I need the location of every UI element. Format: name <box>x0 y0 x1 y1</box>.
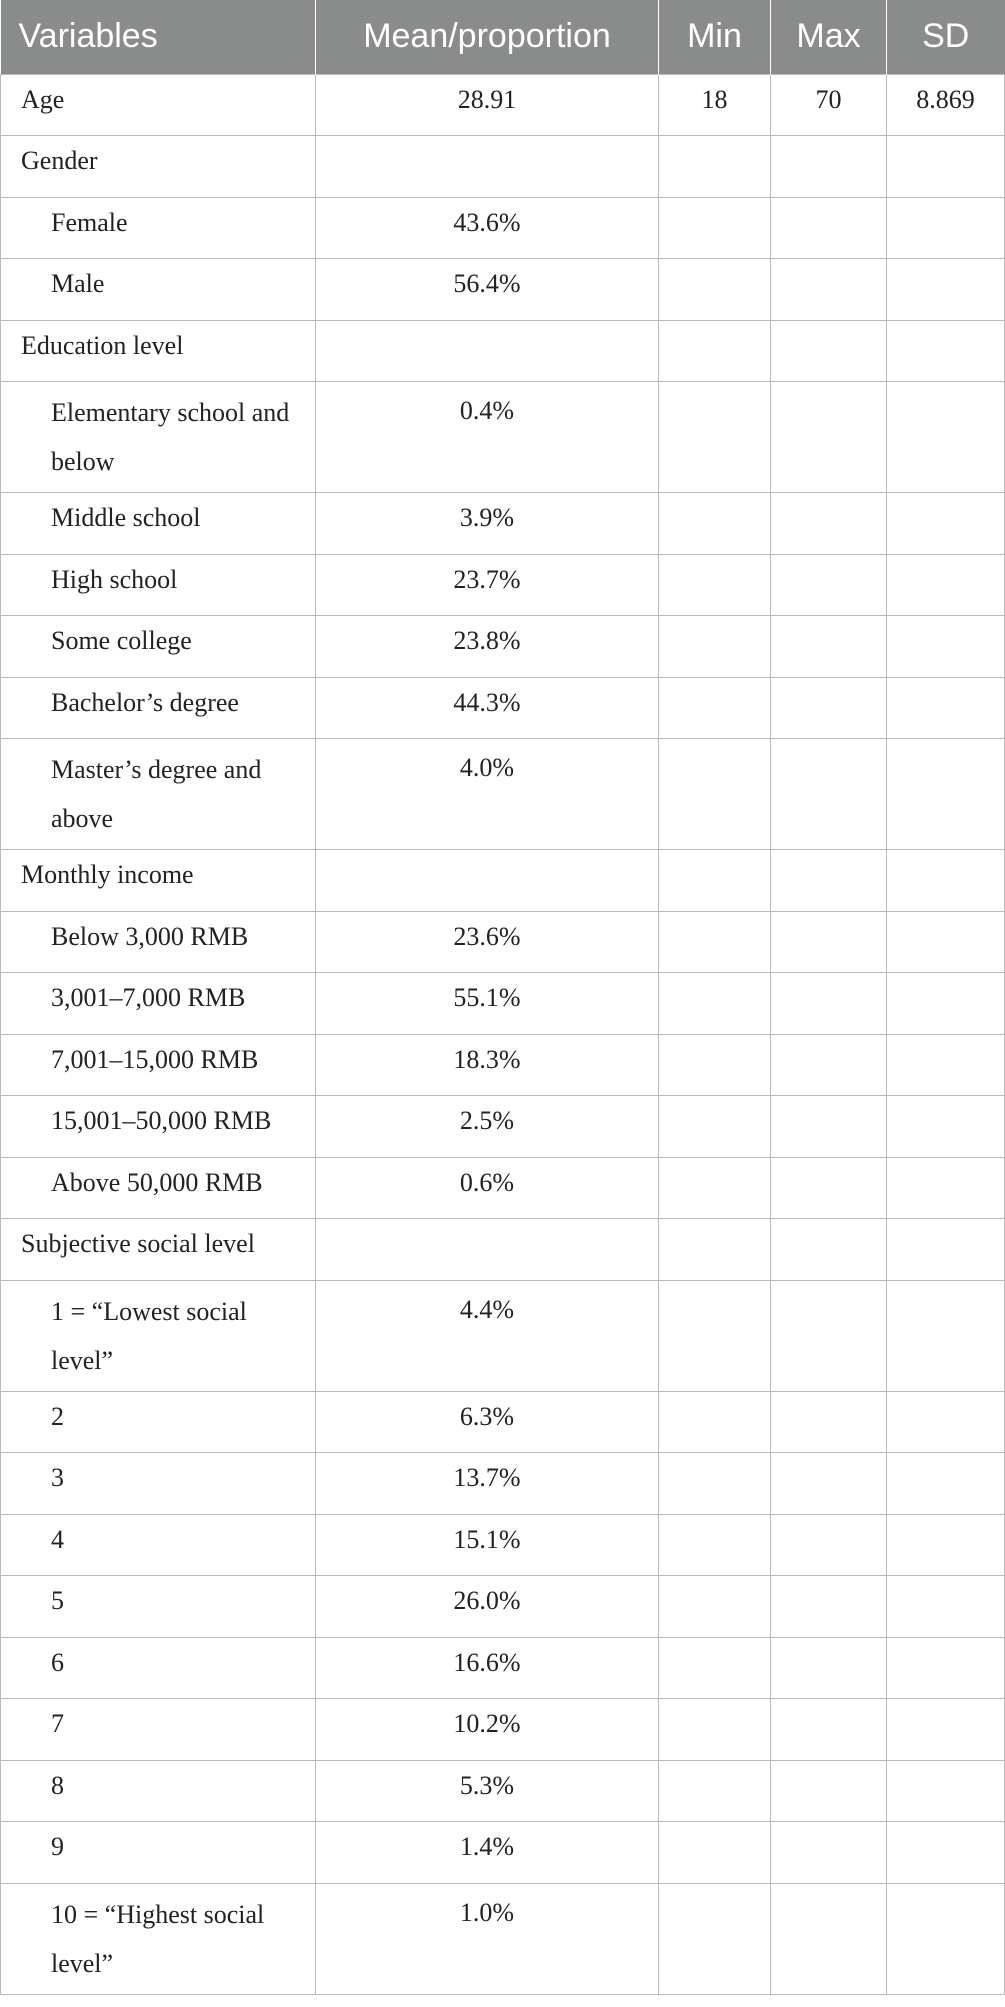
sd-cell <box>887 1219 1005 1281</box>
min-cell <box>659 1822 771 1884</box>
row-label-cell: Below 3,000 RMB <box>1 911 316 973</box>
max-cell <box>771 554 887 616</box>
mean-proportion-cell: 28.91 <box>316 74 659 136</box>
table-row <box>1 1699 1005 1761</box>
max-cell <box>771 1637 887 1699</box>
mean-proportion-cell: 1.0% <box>316 1883 659 1994</box>
header-mean-proportion: Mean/proportion <box>316 0 659 74</box>
row-label-cell: 8 <box>1 1760 316 1822</box>
mean-proportion-cell: 23.8% <box>316 616 659 678</box>
header-min: Min <box>659 0 771 74</box>
mean-proportion-cell: 43.6% <box>316 197 659 259</box>
sd-cell <box>887 382 1005 493</box>
min-cell <box>659 1699 771 1761</box>
row-label-cell: 2 <box>1 1391 316 1453</box>
min-cell <box>659 1576 771 1638</box>
mean-proportion-cell: 44.3% <box>316 677 659 739</box>
table-row <box>1 1453 1005 1515</box>
min-cell: 18 <box>659 74 771 136</box>
min-cell <box>659 1219 771 1281</box>
table-header <box>1 0 1005 74</box>
mean-proportion-cell <box>316 320 659 382</box>
min-cell <box>659 973 771 1035</box>
mean-proportion-cell: 4.4% <box>316 1280 659 1391</box>
mean-proportion-cell: 56.4% <box>316 259 659 321</box>
row-label-cell: Some college <box>1 616 316 678</box>
min-cell <box>659 850 771 912</box>
max-cell <box>771 1219 887 1281</box>
mean-proportion-cell: 18.3% <box>316 1034 659 1096</box>
max-cell <box>771 382 887 493</box>
table-row <box>1 850 1005 912</box>
sd-cell <box>887 850 1005 912</box>
row-label-cell: 4 <box>1 1514 316 1576</box>
table-row <box>1 1822 1005 1884</box>
row-label-cell: 3 <box>1 1453 316 1515</box>
table-row <box>1 973 1005 1035</box>
table-row <box>1 493 1005 555</box>
max-cell <box>771 1699 887 1761</box>
max-cell <box>771 1514 887 1576</box>
row-label-cell: 7 <box>1 1699 316 1761</box>
sd-cell <box>887 1453 1005 1515</box>
max-cell <box>771 1760 887 1822</box>
min-cell <box>659 382 771 493</box>
row-label-cell: 7,001–15,000 RMB <box>1 1034 316 1096</box>
min-cell <box>659 320 771 382</box>
sd-cell <box>887 1822 1005 1884</box>
max-cell <box>771 1280 887 1391</box>
max-cell <box>771 1034 887 1096</box>
min-cell <box>659 1453 771 1515</box>
min-cell <box>659 1157 771 1219</box>
min-cell <box>659 1034 771 1096</box>
table-body <box>1 74 1005 1994</box>
table-row <box>1 677 1005 739</box>
mean-proportion-cell <box>316 1219 659 1281</box>
table-row <box>1 197 1005 259</box>
min-cell <box>659 197 771 259</box>
sd-cell <box>887 320 1005 382</box>
row-label-cell: 6 <box>1 1637 316 1699</box>
table-row <box>1 739 1005 850</box>
max-cell <box>771 677 887 739</box>
mean-proportion-cell: 0.6% <box>316 1157 659 1219</box>
row-label-cell: Master’s degree and above <box>1 739 316 850</box>
mean-proportion-cell: 1.4% <box>316 1822 659 1884</box>
mean-proportion-cell: 23.7% <box>316 554 659 616</box>
sd-cell <box>887 1391 1005 1453</box>
mean-proportion-cell: 13.7% <box>316 1453 659 1515</box>
sd-cell <box>887 1883 1005 1994</box>
mean-proportion-cell: 55.1% <box>316 973 659 1035</box>
sd-cell <box>887 1760 1005 1822</box>
min-cell <box>659 493 771 555</box>
min-cell <box>659 259 771 321</box>
max-cell <box>771 739 887 850</box>
row-label-cell: 10 = “Highest social level” <box>1 1883 316 1994</box>
mean-proportion-cell: 10.2% <box>316 1699 659 1761</box>
sd-cell <box>887 1280 1005 1391</box>
mean-proportion-cell: 5.3% <box>316 1760 659 1822</box>
min-cell <box>659 1760 771 1822</box>
sd-cell <box>887 911 1005 973</box>
table-row <box>1 136 1005 198</box>
max-cell <box>771 259 887 321</box>
sd-cell <box>887 1576 1005 1638</box>
mean-proportion-cell: 15.1% <box>316 1514 659 1576</box>
sd-cell: 8.869 <box>887 74 1005 136</box>
row-label-cell: 15,001–50,000 RMB <box>1 1096 316 1158</box>
max-cell <box>771 911 887 973</box>
row-label-cell: Age <box>1 74 316 136</box>
table-row <box>1 74 1005 136</box>
sd-cell <box>887 616 1005 678</box>
mean-proportion-cell: 2.5% <box>316 1096 659 1158</box>
min-cell <box>659 1096 771 1158</box>
row-label-cell: Elementary school and below <box>1 382 316 493</box>
min-cell <box>659 616 771 678</box>
table-row <box>1 911 1005 973</box>
min-cell <box>659 1637 771 1699</box>
table-row <box>1 259 1005 321</box>
max-cell <box>771 1576 887 1638</box>
sd-cell <box>887 259 1005 321</box>
mean-proportion-cell <box>316 136 659 198</box>
min-cell <box>659 677 771 739</box>
mean-proportion-cell: 16.6% <box>316 1637 659 1699</box>
row-label-cell: Middle school <box>1 493 316 555</box>
min-cell <box>659 1514 771 1576</box>
row-label-cell: Female <box>1 197 316 259</box>
table-row <box>1 1883 1005 1994</box>
row-label-cell: Education level <box>1 320 316 382</box>
max-cell <box>771 1391 887 1453</box>
sd-cell <box>887 1637 1005 1699</box>
mean-proportion-cell: 26.0% <box>316 1576 659 1638</box>
max-cell <box>771 493 887 555</box>
sd-cell <box>887 1034 1005 1096</box>
max-cell <box>771 616 887 678</box>
min-cell <box>659 911 771 973</box>
max-cell <box>771 320 887 382</box>
sd-cell <box>887 973 1005 1035</box>
mean-proportion-cell: 3.9% <box>316 493 659 555</box>
row-label-cell: 3,001–7,000 RMB <box>1 973 316 1035</box>
row-label-cell: 1 = “Lowest social level” <box>1 1280 316 1391</box>
row-label-cell: Gender <box>1 136 316 198</box>
row-label-cell: Bachelor’s degree <box>1 677 316 739</box>
max-cell <box>771 973 887 1035</box>
table-row <box>1 320 1005 382</box>
table-row <box>1 382 1005 493</box>
table-row <box>1 1391 1005 1453</box>
min-cell <box>659 1391 771 1453</box>
mean-proportion-cell: 6.3% <box>316 1391 659 1453</box>
header-variables: Variables <box>18 17 158 56</box>
table-row <box>1 1034 1005 1096</box>
table-row <box>1 1576 1005 1638</box>
min-cell <box>659 739 771 850</box>
sd-cell <box>887 1514 1005 1576</box>
max-cell <box>771 136 887 198</box>
mean-proportion-cell: 4.0% <box>316 739 659 850</box>
row-label-cell: Monthly income <box>1 850 316 912</box>
max-cell <box>771 850 887 912</box>
sd-cell <box>887 1096 1005 1158</box>
min-cell <box>659 1883 771 1994</box>
max-cell <box>771 1096 887 1158</box>
table-row <box>1 1760 1005 1822</box>
mean-proportion-cell <box>316 850 659 912</box>
max-cell <box>771 197 887 259</box>
max-cell <box>771 1883 887 1994</box>
sd-cell <box>887 1699 1005 1761</box>
row-label-cell: High school <box>1 554 316 616</box>
table-row <box>1 1157 1005 1219</box>
min-cell <box>659 554 771 616</box>
sd-cell <box>887 1157 1005 1219</box>
row-label-cell: Subjective social level <box>1 1219 316 1281</box>
table-row <box>1 1514 1005 1576</box>
header-sd: SD <box>887 0 1005 74</box>
row-label-cell: 5 <box>1 1576 316 1638</box>
row-label-cell: 9 <box>1 1822 316 1884</box>
max-cell <box>771 1453 887 1515</box>
table-row <box>1 1219 1005 1281</box>
sd-cell <box>887 677 1005 739</box>
table-row <box>1 1280 1005 1391</box>
sd-cell <box>887 554 1005 616</box>
row-label-cell: Male <box>1 259 316 321</box>
min-cell <box>659 1280 771 1391</box>
mean-proportion-cell: 0.4% <box>316 382 659 493</box>
header-max: Max <box>771 0 887 74</box>
max-cell <box>771 1822 887 1884</box>
sd-cell <box>887 739 1005 850</box>
table-row <box>1 616 1005 678</box>
table-row <box>1 554 1005 616</box>
min-cell <box>659 136 771 198</box>
sd-cell <box>887 136 1005 198</box>
max-cell: 70 <box>771 74 887 136</box>
row-label-cell: Above 50,000 RMB <box>1 1157 316 1219</box>
table-row <box>1 1096 1005 1158</box>
table-row <box>1 1637 1005 1699</box>
sd-cell <box>887 197 1005 259</box>
sd-cell <box>887 493 1005 555</box>
header-row <box>1 0 1005 74</box>
max-cell <box>771 1157 887 1219</box>
mean-proportion-cell: 23.6% <box>316 911 659 973</box>
